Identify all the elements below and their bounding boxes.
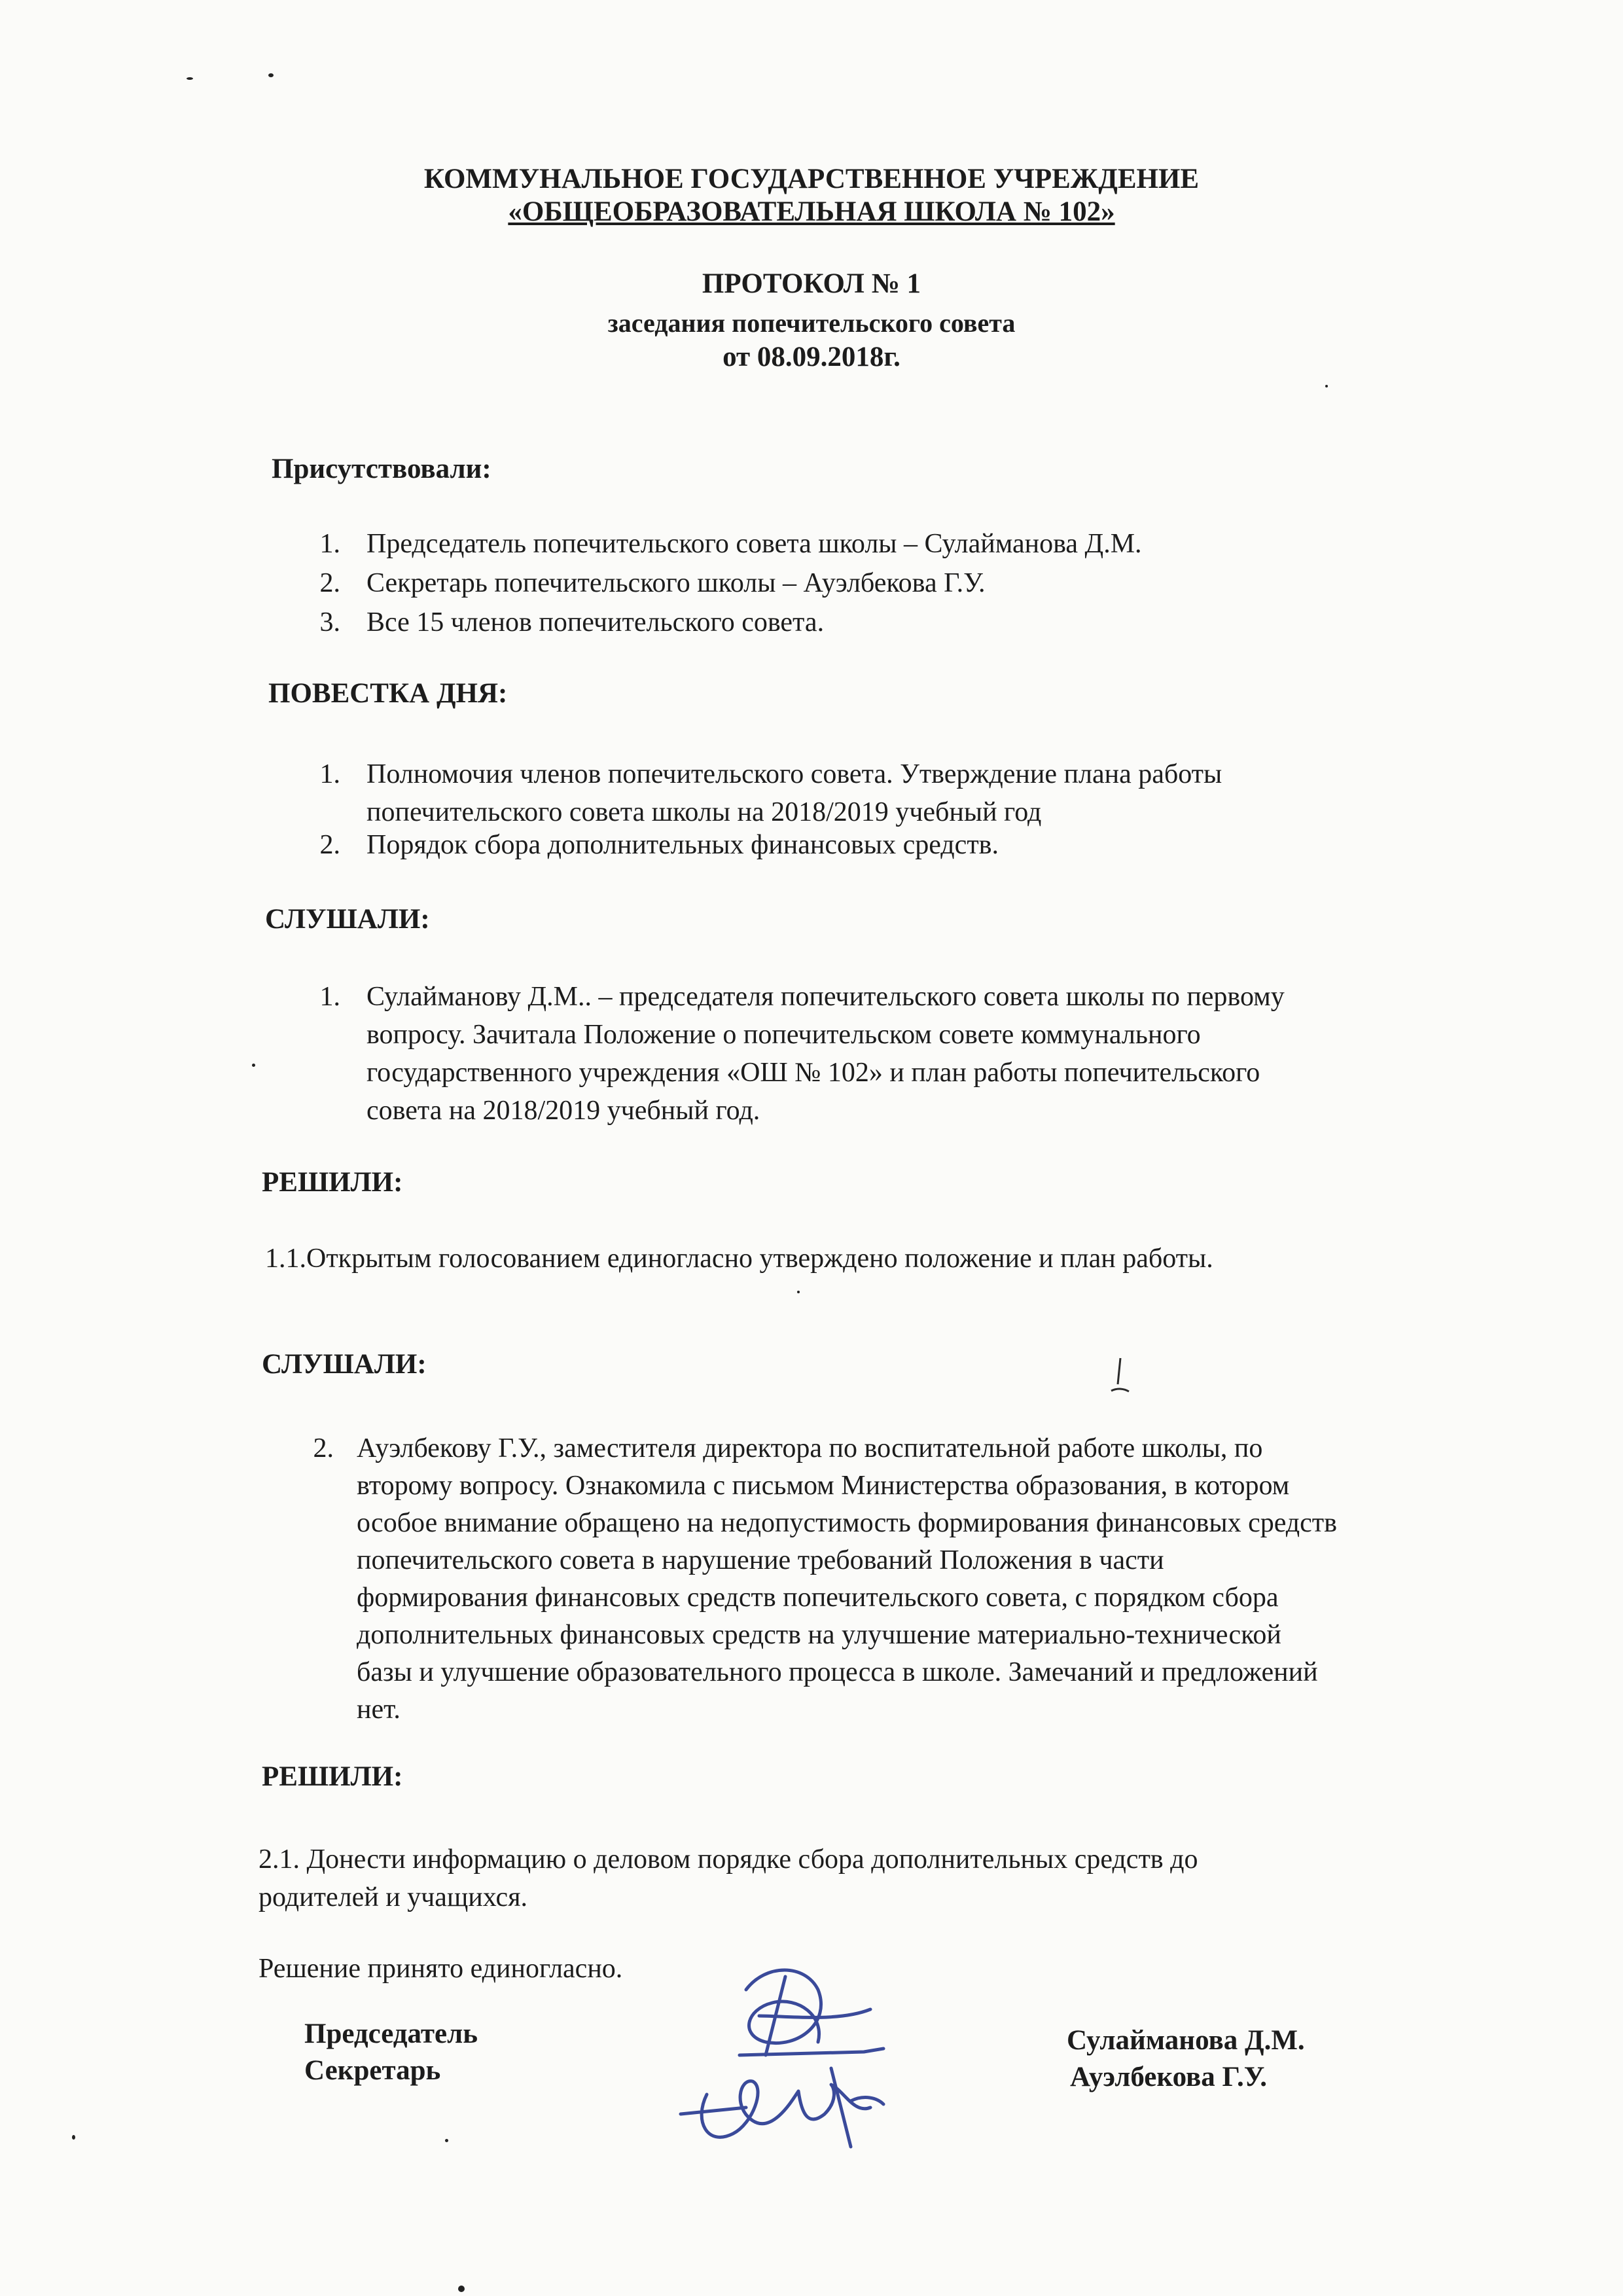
scan-mark	[1106, 1355, 1132, 1401]
scan-speck	[72, 2135, 75, 2140]
heard1-number: 1.	[319, 982, 340, 1012]
agenda-heading: ПОВЕСТКА ДНЯ:	[268, 678, 508, 709]
heard1-line: Сулайманову Д.М.. – председателя попечительского совета школы по первому	[366, 982, 1285, 1012]
present-item-number: 2.	[319, 568, 340, 598]
heard2-line: Ауэлбекову Г.У., заместителя директора по воспитательной работе школы, по	[357, 1433, 1263, 1463]
protocol-subtitle: заседания попечительского совета	[607, 308, 1016, 338]
present-heading: Присутствовали:	[272, 454, 491, 484]
heard2-line: попечительского совета в нарушение требований Положения в части	[357, 1545, 1164, 1575]
heard1-line: государственного учреждения «ОШ № 102» и план работы попечительского	[366, 1058, 1260, 1088]
heard1-heading: СЛУШАЛИ:	[265, 904, 430, 935]
scan-speck	[797, 1291, 800, 1293]
agenda-item-number: 2.	[319, 830, 340, 860]
present-item-text: Секретарь попечительского школы – Ауэлбекова Г.У.	[366, 568, 986, 598]
heard2-line: второму вопросу. Ознакомила с письмом Министерства образования, в котором	[357, 1471, 1290, 1501]
secretary-name: Ауэлбекова Г.У.	[1070, 2062, 1268, 2092]
scan-speck	[445, 2139, 448, 2142]
scan-speck	[252, 1064, 255, 1067]
heard1-line: совета на 2018/2019 учебный год.	[366, 1096, 760, 1126]
heard2-line: базы и улучшение образовательного процесса в школе. Замечаний и предложений	[357, 1657, 1318, 1687]
heard1-line: вопросу. Зачитала Положение о попечительском совете коммунального	[366, 1020, 1201, 1050]
present-item-number: 3.	[319, 607, 340, 637]
decided2-line: родителей и учащихся.	[259, 1882, 528, 1912]
decided1-text: 1.1.Открытым голосованием единогласно утверждено положение и план работы.	[265, 1244, 1213, 1274]
signature-marks	[668, 1950, 942, 2160]
agenda-item-line: Полномочия членов попечительского совета. Утверждение плана работы	[366, 759, 1222, 789]
heard2-line: дополнительных финансовых средств на улучшение материально-технической	[357, 1620, 1281, 1650]
org-name-line1: КОММУНАЛЬНОЕ ГОСУДАРСТВЕННОЕ УЧРЕЖДЕНИЕ	[423, 164, 1200, 194]
decided1-heading: РЕШИЛИ:	[262, 1167, 403, 1198]
present-item-text: Председатель попечительского совета школы – Сулайманова Д.М.	[366, 529, 1142, 559]
secretary-role: Секретарь	[304, 2055, 441, 2086]
chair-signature-icon	[740, 1970, 883, 2055]
chair-name: Сулайманова Д.М.	[1067, 2025, 1305, 2056]
present-item-text: Все 15 членов попечительского совета.	[366, 607, 825, 637]
decided2-line: 2.1. Донести информацию о деловом порядке сбора дополнительных средств до	[259, 1844, 1198, 1874]
resolution-text: Решение принято единогласно.	[259, 1954, 623, 1984]
agenda-item-number: 1.	[319, 759, 340, 789]
org-name-line2: «ОБЩЕОБРАЗОВАТЕЛЬНАЯ ШКОЛА № 102»	[508, 196, 1115, 227]
scan-speck	[187, 77, 193, 80]
heard2-heading: СЛУШАЛИ:	[262, 1349, 427, 1380]
heard2-line: формирования финансовых средств попечительского совета, с порядком сбора	[357, 1583, 1279, 1613]
scan-speck	[458, 2286, 465, 2292]
agenda-item-line: Порядок сбора дополнительных финансовых средств.	[366, 830, 999, 860]
scan-speck	[268, 73, 274, 77]
heard2-line: нет.	[357, 1695, 401, 1725]
protocol-date: от 08.09.2018г.	[722, 342, 901, 372]
heard2-number: 2.	[313, 1433, 334, 1463]
scan-speck	[1325, 385, 1328, 387]
present-item-number: 1.	[319, 529, 340, 559]
chair-role: Председатель	[304, 2018, 478, 2049]
agenda-item-line: попечительского совета школы на 2018/2019 учебный год	[366, 797, 1042, 827]
decided2-heading: РЕШИЛИ:	[262, 1761, 403, 1792]
heard2-line: особое внимание обращено на недопустимость формирования финансовых средств	[357, 1508, 1337, 1538]
secretary-signature-icon	[681, 2068, 883, 2147]
protocol-title: ПРОТОКОЛ № 1	[702, 268, 921, 299]
